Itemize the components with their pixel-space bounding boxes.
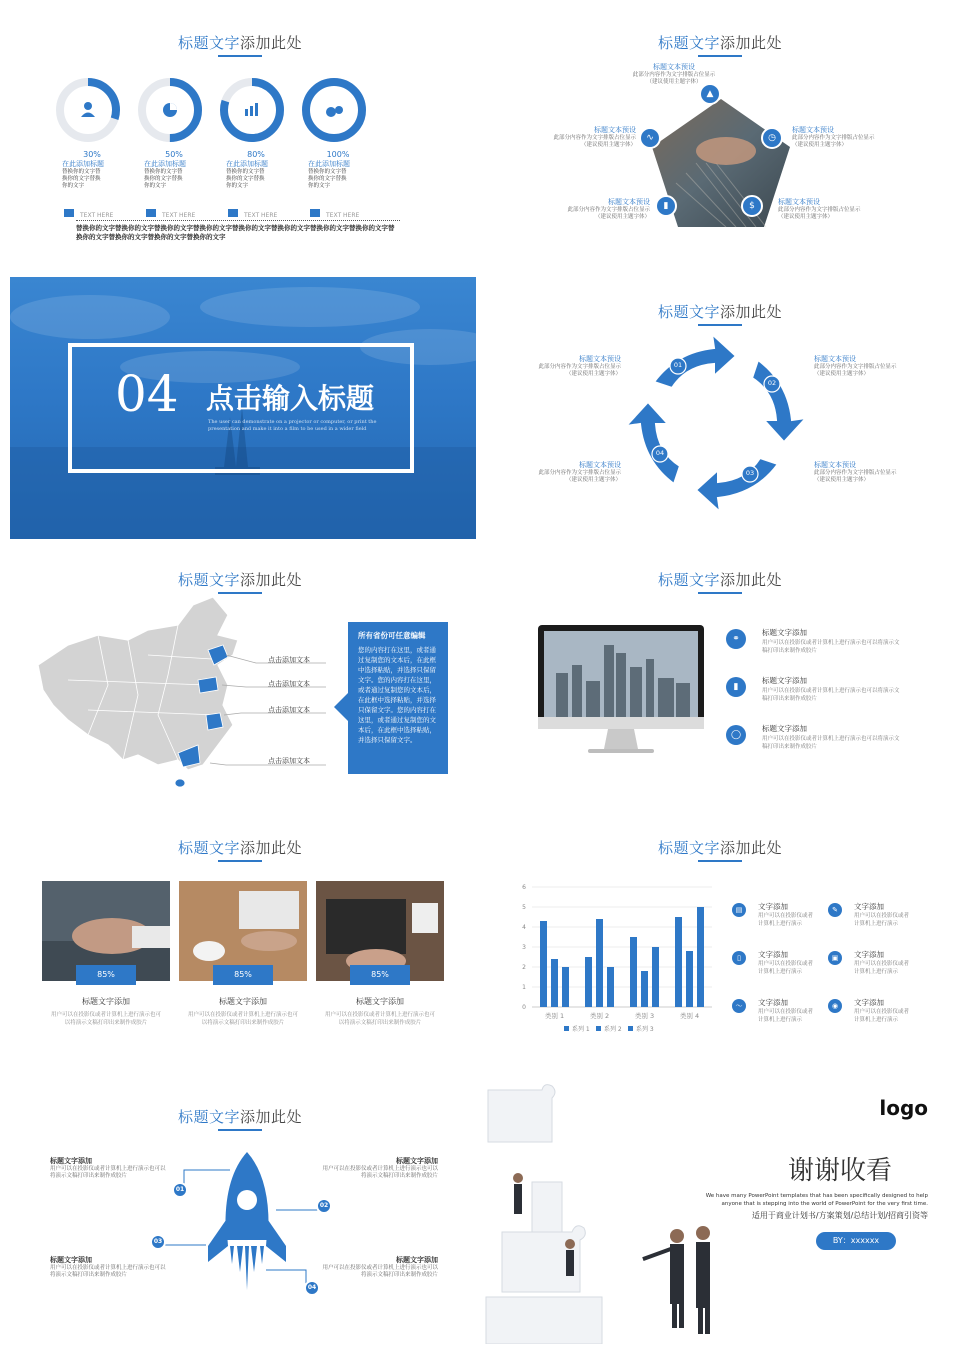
slide-title: 标题文字添加此处 (657, 839, 783, 857)
thank-you-title: 谢谢收看 (787, 1156, 892, 1186)
side-item-desc: 用户可以在投影仪或者计算机上进行演示 (854, 1009, 910, 1023)
card-text (316, 996, 444, 1027)
pie-icon (163, 103, 177, 117)
dollar-icon: $ (741, 195, 763, 217)
side-item-title: 文字添加 (758, 998, 788, 1007)
info-box-pointer (334, 693, 348, 721)
text-block-left-upper (536, 126, 636, 149)
slide-monitor (486, 545, 954, 807)
card-title: 标题文字添加 (219, 997, 267, 1006)
cycle-text-4 (814, 461, 904, 484)
monitor-image (536, 623, 706, 763)
slide-title: 标题文字添加此处 (657, 34, 783, 52)
block-title: 标题文本预设 (792, 126, 834, 134)
map-label-1: 点击添加文本 (268, 656, 310, 664)
block-desc: 此部分内容作为文字排版占位显示 (567, 207, 650, 213)
step-number-badge: 04 (304, 1280, 320, 1296)
y-tick-label: 2 (522, 964, 526, 971)
text-block-top (594, 63, 754, 86)
title-underline (218, 1129, 262, 1131)
pulse-icon: ∿ (639, 127, 661, 149)
circle-percent: 80% (247, 150, 265, 159)
block-desc: 用户可以在投影仪或者计算机上进行演示也可以将演示文稿打印出来制作成胶片 (322, 1166, 438, 1179)
legend-label: 系列 2 (604, 1026, 622, 1033)
feature-desc: 用户可以在投影仪或者计算机上进行演示也可以将演示文稿打印出来制作成胶片 (762, 736, 900, 750)
bar (697, 907, 704, 1007)
side-item-desc: 用户可以在投影仪或者计算机上进行演示 (758, 961, 814, 975)
block-note: （建议使用主题字体） (580, 142, 636, 148)
slide-title: 标题文字添加此处 (177, 839, 303, 857)
percent-badge: 85% (350, 965, 410, 985)
side-item-desc: 用户可以在投影仪或者计算机上进行演示 (758, 1009, 814, 1023)
x-tick-label: 类别 4 (679, 1012, 700, 1020)
feature-title: 标题文字添加 (762, 724, 807, 733)
slide-progress-circles (6, 8, 474, 270)
legend-swatch (596, 1026, 601, 1031)
bar (630, 937, 637, 1007)
side-item-title: 文字添加 (854, 950, 884, 959)
logo: logo (879, 1096, 928, 1120)
circle-caption (144, 150, 204, 190)
block-desc: 用户可以在投影仪或者计算机上进行演示也可以将演示文稿打印出来制作成胶片 (322, 1265, 438, 1278)
legend-swatch (564, 1026, 569, 1031)
block-desc: 此部分内容作为文字排版占位显示 (814, 364, 897, 370)
clock-icon: ◷ (761, 127, 783, 149)
circle-label: 在此添加标题 (144, 160, 186, 168)
step-number-badge: 01 (172, 1182, 188, 1198)
slide-title: 标题文字添加此处 (177, 34, 303, 52)
circle-label: 在此添加标题 (62, 160, 104, 168)
chart-icon: ▮ (726, 677, 746, 697)
feature-title: 标题文字添加 (762, 628, 807, 637)
circle-caption (62, 150, 122, 190)
block-title: 标题文本预设 (653, 63, 695, 71)
card-desc: 用户可以在投影仪或者计算机上进行演示也可以将演示文稿打印出来制作成胶片 (324, 1012, 435, 1026)
title-underline (218, 55, 262, 57)
block-title: 标题文字添加 (396, 1157, 438, 1165)
rocket-text-1 (50, 1157, 170, 1180)
block-desc: 此部分内容作为文字排版占位显示 (814, 470, 897, 476)
section-title: 点击输入标题 (206, 382, 375, 415)
author-badge: BY：xxxxxx (816, 1232, 896, 1250)
bar (607, 967, 614, 1007)
side-item-icon: 〜 (732, 999, 746, 1013)
legend-item (64, 202, 113, 221)
progress-circle (300, 76, 368, 144)
y-tick-label: 5 (522, 904, 526, 911)
feature-desc: 用户可以在投影仪或者计算机上进行演示也可以将演示文稿打印出来制作成胶片 (762, 688, 900, 702)
bar (686, 951, 693, 1007)
block-note: （建议使用主题字体） (814, 477, 870, 483)
block-title: 标题文本预设 (778, 198, 820, 206)
block-desc: 用户可以在投影仪或者计算机上进行演示也可以将演示文稿打印出来制作成胶片 (50, 1166, 166, 1179)
y-tick-label: 4 (522, 924, 526, 931)
circle-desc: 替换你的文字替换你的文字替换你的文字 (144, 169, 183, 189)
block-note: （建议使用主题字体） (646, 79, 702, 85)
title-underline (218, 592, 262, 594)
title-underline (698, 860, 742, 862)
side-item-icon: ✎ (828, 903, 842, 917)
triangle-icon: ▲ (699, 83, 721, 105)
legend-label: 系列 3 (636, 1026, 654, 1033)
block-title: 标题文字添加 (50, 1256, 92, 1264)
y-tick-label: 6 (522, 884, 526, 891)
legend-label: 系列 1 (572, 1026, 590, 1033)
cycle-step-number: 04 (655, 449, 665, 457)
block-desc: 此部分内容作为文字排版占位显示 (632, 72, 716, 78)
block-note: （建议使用主题字体） (814, 371, 870, 377)
block-title: 标题文本预设 (594, 126, 636, 134)
bar-chart (514, 875, 724, 1045)
thank-you-english: We have many PowerPoint templates that has been specifically designed to help anyone that is stepping into the world of PowerPoint for the very first time. (705, 1193, 928, 1207)
text-block-right-upper (792, 126, 892, 149)
progress-circle (136, 76, 204, 144)
cycle-text-1 (526, 355, 621, 378)
block-desc: 此部分内容作为文字排版占位显示 (778, 207, 861, 213)
card-title: 标题文字添加 (82, 997, 130, 1006)
side-item-desc: 用户可以在投影仪或者计算机上进行演示 (854, 961, 910, 975)
text-block-left-lower (550, 198, 650, 221)
title-underline (698, 324, 742, 326)
legend-label: TEXT HERE (244, 212, 278, 219)
block-title: 标题文本预设 (579, 355, 621, 363)
card-title: 标题文字添加 (356, 997, 404, 1006)
y-tick-label: 0 (522, 1004, 526, 1011)
rocket-text-2 (318, 1157, 438, 1180)
block-desc: 用户可以在投影仪或者计算机上进行演示也可以将演示文稿打印出来制作成胶片 (50, 1265, 166, 1278)
cycle-text-2 (814, 355, 904, 378)
legend-swatch (628, 1026, 633, 1031)
circle-desc: 替换你的文字替换你的文字替换你的文字 (226, 169, 265, 189)
step-number-badge: 02 (316, 1198, 332, 1214)
step-number-badge: 03 (150, 1234, 166, 1250)
block-title: 标题文本预设 (579, 461, 621, 469)
x-tick-label: 类别 2 (589, 1012, 610, 1020)
cycle-step-number: 02 (767, 379, 777, 387)
chart-up-icon: ▮ (655, 195, 677, 217)
side-item-title: 文字添加 (758, 950, 788, 959)
side-item-icon: ▯ (732, 951, 746, 965)
slide-title: 标题文字添加此处 (657, 303, 783, 321)
slide-rocket (6, 1082, 474, 1344)
block-title: 标题文本预设 (814, 355, 856, 363)
legend-item (146, 202, 195, 221)
link-icon: ⚭ (726, 629, 746, 649)
info-box (348, 622, 448, 774)
legend-label: TEXT HERE (162, 212, 196, 219)
block-note: （建议使用主题字体） (594, 214, 650, 220)
circle-percent: 30% (83, 150, 101, 159)
bar (641, 971, 648, 1007)
bar (562, 967, 569, 1007)
map-label-3: 点击添加文本 (268, 706, 310, 714)
title-underline (218, 860, 262, 862)
cycle-text-3 (526, 461, 621, 484)
rocket-text-3 (50, 1256, 170, 1279)
block-note: （建议使用主题字体） (778, 214, 834, 220)
map-label-4: 点击添加文本 (268, 757, 310, 765)
block-note: （建议使用主题字体） (565, 477, 621, 483)
card-desc: 用户可以在投影仪或者计算机上进行演示也可以将演示文稿打印出来制作成胶片 (50, 1012, 161, 1026)
circle-percent: 100% (326, 150, 350, 159)
puzzle-people-illustration (482, 1082, 722, 1344)
slide-photo-cards (6, 813, 474, 1075)
slide-section-cover (10, 277, 476, 539)
block-desc: 此部分内容作为文字排版占位显示 (538, 364, 621, 370)
legend-swatch (146, 209, 156, 217)
block-title: 标题文本预设 (814, 461, 856, 469)
title-underline (698, 592, 742, 594)
block-title: 标题文字添加 (50, 1157, 92, 1165)
circle-percent: 50% (165, 150, 183, 159)
slide-title: 标题文字添加此处 (177, 571, 303, 589)
side-item-icon: ◉ (828, 999, 842, 1013)
circle-caption (226, 150, 286, 190)
side-item-title: 文字添加 (854, 998, 884, 1007)
circle-desc: 替换你的文字替换你的文字替换你的文字 (62, 169, 101, 189)
card-desc: 用户可以在投影仪或者计算机上进行演示也可以将演示文稿打印出来制作成胶片 (187, 1012, 298, 1026)
info-box-title: 所有省份可任意编辑 (358, 631, 426, 640)
block-note: （建议使用主题字体） (792, 142, 848, 148)
card-text (42, 996, 170, 1027)
map-label-2: 点击添加文本 (268, 680, 310, 688)
feature-title: 标题文字添加 (762, 676, 807, 685)
legend-swatch (228, 209, 238, 217)
legend-swatch (310, 209, 320, 217)
circle-label: 在此添加标题 (308, 160, 350, 168)
dotted-divider (76, 220, 400, 221)
text-block-right-lower (778, 198, 878, 221)
bar (551, 959, 558, 1007)
bar (652, 947, 659, 1007)
x-tick-label: 类别 1 (544, 1012, 565, 1020)
progress-circle (54, 76, 122, 144)
legend-label: TEXT HERE (326, 212, 360, 219)
legend-swatch (64, 209, 74, 217)
y-tick-label: 1 (522, 984, 526, 991)
side-item-title: 文字添加 (758, 902, 788, 911)
y-tick-label: 3 (522, 944, 526, 951)
side-item-desc: 用户可以在投影仪或者计算机上进行演示 (854, 913, 910, 927)
section-number: 04 (115, 365, 179, 423)
slide-title: 标题文字添加此处 (177, 1108, 303, 1126)
feature-desc: 用户可以在投影仪或者计算机上进行演示也可以将演示文稿打印出来制作成胶片 (762, 640, 900, 654)
slide-title: 标题文字添加此处 (657, 571, 783, 589)
bar (585, 957, 592, 1007)
info-box-text: 您的内容打在这里，或者通过复制您的文本后，在此框中选择粘贴，并选择只保留文字。您的内容打在这里，或者通过复制您的文本后，在此框中选择粘贴，并选择只保留文字。您的内容打在这里，或者通过复制您的文本后，在此框中选择粘贴，并选择只保留文字。 (358, 646, 436, 744)
legend-item (310, 202, 359, 221)
circle-label: 在此添加标题 (226, 160, 268, 168)
cycle-step-number: 01 (673, 361, 683, 369)
bar (540, 921, 547, 1007)
side-item-desc: 用户可以在投影仪或者计算机上进行演示 (758, 913, 814, 927)
legend-item (228, 202, 277, 221)
bulb-icon: ◯ (726, 725, 746, 745)
progress-circle (218, 76, 286, 144)
x-tick-label: 类别 3 (634, 1012, 655, 1020)
card-text (179, 996, 307, 1027)
circle-caption (308, 150, 368, 190)
title-underline (698, 55, 742, 57)
map-callout-lines (186, 645, 336, 775)
footer-text: 替换你的文字替换你的文字替换你的文字替换你的文字替换你的文字替换你的文字替换你的文字替换你的文字替换你的文字替换你的文字替换你的文字替换你的文字 (76, 224, 395, 241)
block-desc: 此部分内容作为文字排版占位显示 (553, 135, 636, 141)
cycle-step-number: 03 (745, 469, 755, 477)
slide-bar-chart (486, 813, 954, 1075)
block-desc: 此部分内容作为文字排版占位显示 (538, 470, 621, 476)
bar (675, 917, 682, 1007)
block-note: （建议使用主题字体） (565, 371, 621, 377)
side-item-icon: ▣ (828, 951, 842, 965)
slide-china-map (6, 545, 474, 807)
side-item-icon: ▤ (732, 903, 746, 917)
section-subtitle: The user can demonstrate on a projector or computer, or print the presentation and make it into a film to be used in a wider field (208, 419, 377, 432)
percent-badge: 85% (213, 965, 273, 985)
percent-badge: 85% (76, 965, 136, 985)
side-item-title: 文字添加 (854, 902, 884, 911)
bar (596, 919, 603, 1007)
thank-you-chinese: 适用于商业计划书/方案策划/总结计划/招商引资等 (751, 1211, 928, 1220)
block-desc: 此部分内容作为文字排版占位显示 (792, 135, 875, 141)
cycle-arrows (626, 332, 806, 512)
block-title: 标题文字添加 (396, 1256, 438, 1264)
slide-thank-you (482, 1082, 954, 1344)
legend-label: TEXT HERE (80, 212, 114, 219)
circle-desc: 替换你的文字替换你的文字替换你的文字 (308, 169, 347, 189)
slide-pentagon (486, 8, 954, 270)
block-title: 标题文本预设 (608, 198, 650, 206)
rocket-text-4 (318, 1256, 438, 1279)
slide-cycle (486, 277, 954, 539)
